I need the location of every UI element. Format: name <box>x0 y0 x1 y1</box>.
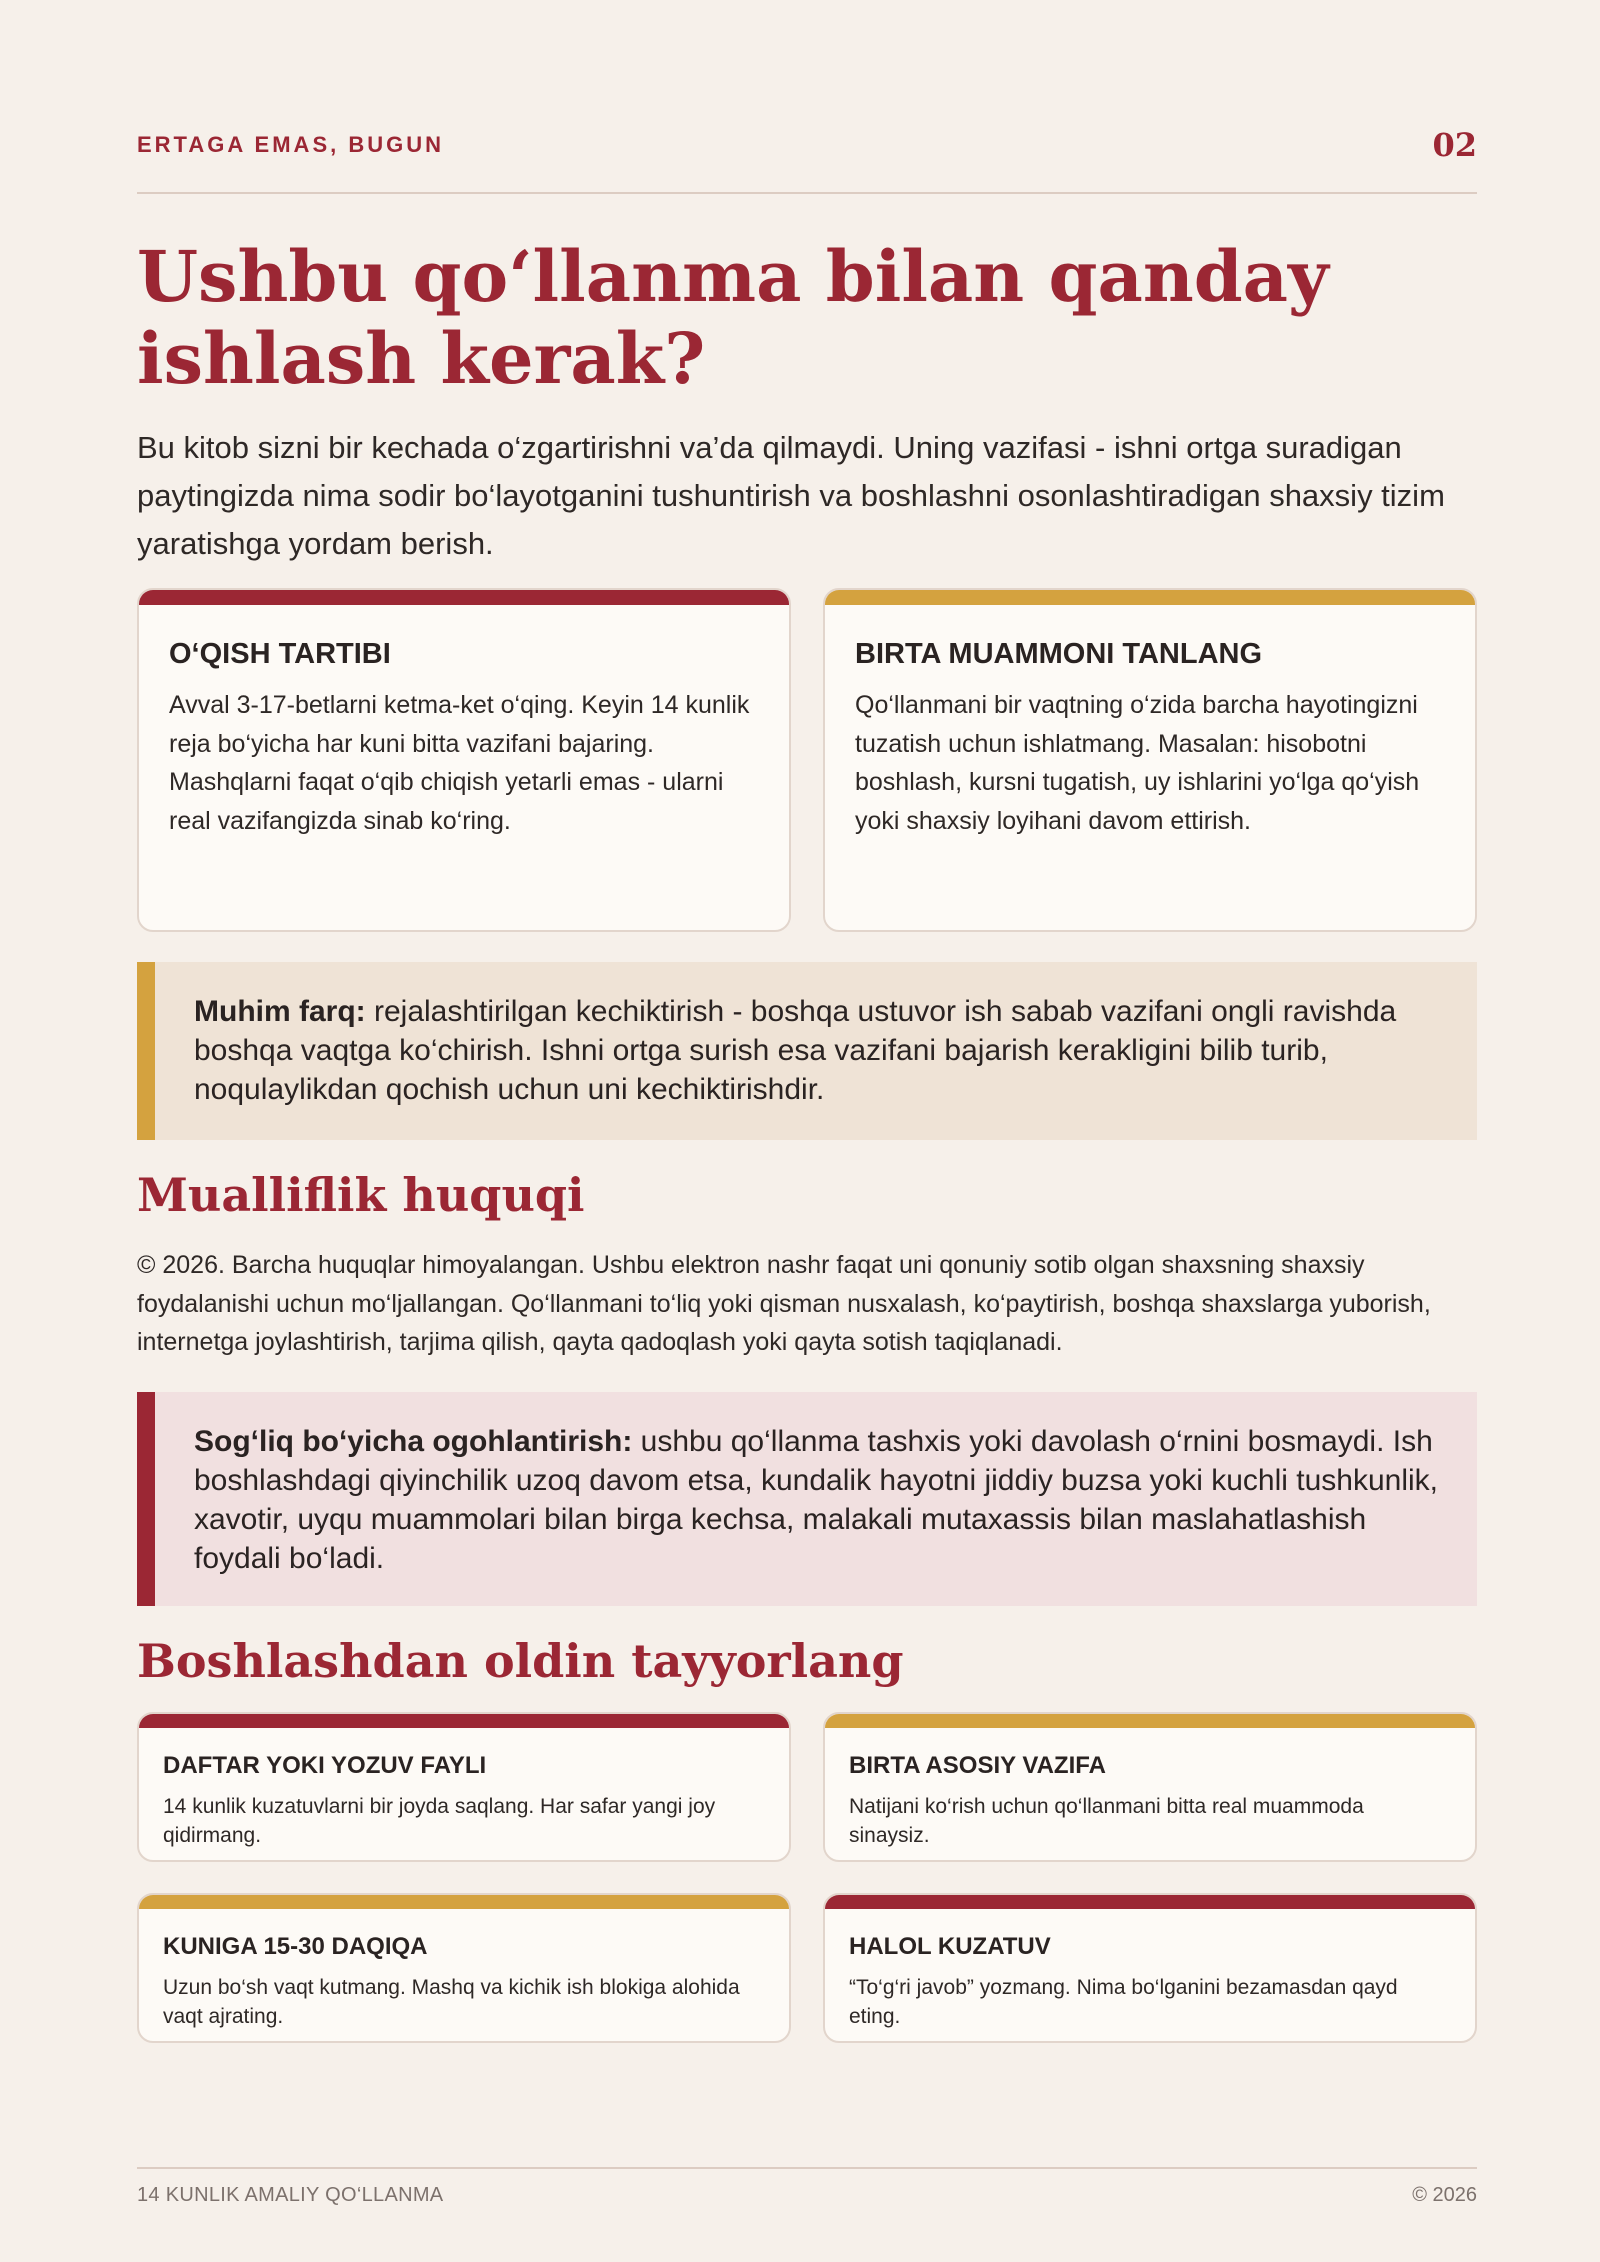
callout-body: ushbu qo‘llanma tashxis yoki davolash o‘rnini bosmaydi. Ish boshlashdagi qiyinchilik uzoq davom etsa, kundalik hayotni jiddiy buzsa yoki kuchli tushkunlik, xavotir, uyqu muammolari bilan birga kechsa, malakali mutaxassis bilan maslahatlashish foydali bo‘ladi. <box>194 1425 1439 1575</box>
card-accent-bar <box>139 1714 789 1728</box>
card-title: HALOL KUZATUV <box>849 1933 1051 1960</box>
document-page <box>137 0 1477 2262</box>
card-accent-bar <box>139 1895 789 1909</box>
prep-heading: Boshlashdan oldin tayyorlang <box>137 1634 904 1688</box>
card-body: Qo‘llanmani bir vaqtning o‘zida barcha hayotingizni tuzatish uchun ishlatmang. Masalan: hisobotni boshlash, kursni tugatish, uy ishlarini yo‘lga qo‘yish yoki shaxsiy loyihani davom ettirish. <box>855 691 1420 835</box>
callout-label: Sog‘liq bo‘yicha ogohlantirish: <box>194 1425 633 1458</box>
page-title: Ushbu qo‘llanma bilan qanday ishlash kerak? <box>137 235 1329 400</box>
card-accent-bar <box>139 590 789 605</box>
health-warning-callout <box>137 1392 1477 1606</box>
prep-card-daily-time <box>137 1893 791 2043</box>
card-body: “To‘g‘ri javob” yozmang. Nima bo‘lganini bezamasdan qayd eting. <box>849 1976 1398 2028</box>
prep-card-notebook <box>137 1712 791 1862</box>
important-note-callout <box>137 962 1477 1140</box>
copyright-text: © 2026. Barcha huquqlar himoyalangan. Ushbu elektron nashr faqat uni qonuniy sotib olgan shaxsning shaxsiy foydalanishi uchun mo‘ljallangan. Qo‘llanmani to‘liq yoki qisman nusxalash, ko‘paytirish, boshqa shaxslarga yuborish, internetga joylashtirish, tarjima qilish, qayta qadoqlash yoki qayta sotish taqiqlanadi. <box>137 1251 1431 1356</box>
card-body: 14 kunlik kuzatuvlarni bir joyda saqlang. Har safar yangi joy qidirmang. <box>163 1795 716 1847</box>
card-title: DAFTAR YOKI YOZUV FAYLI <box>163 1752 487 1779</box>
card-body: Uzun bo‘sh vaqt kutmang. Mashq va kichik ish blokiga alohida vaqt ajrating. <box>163 1976 740 2028</box>
info-card-reading-order <box>137 588 791 932</box>
callout-stripe <box>137 962 155 1140</box>
callout-text <box>194 1422 1444 1578</box>
footer-divider <box>137 2167 1477 2169</box>
card-title: BIRTA MUAMMONI TANLANG <box>855 638 1263 670</box>
card-body: Avval 3-17-betlarni ketma-ket o‘qing. Keyin 14 kunlik reja bo‘yicha har kuni bitta vazifani bajaring. Mashqlarni faqat o‘qib chiqish yetarli emas - ularni real vazifangizda sinab ko‘ring. <box>169 691 750 835</box>
callout-label: Muhim farq: <box>194 995 366 1028</box>
info-card-choose-problem <box>823 588 1477 932</box>
intro-paragraph: Bu kitob sizni bir kechada o‘zgartirishni va’da qilmaydi. Uning vazifasi - ishni ortga suradigan paytingizda nima sodir bo‘layotganini tushuntirish va boshlashni osonlashtiradigan shaxsiy tizim yaratishga yordam berish. <box>137 430 1445 561</box>
card-body: Natijani ko‘rish uchun qo‘llanmani bitta real muammoda sinaysiz. <box>849 1795 1364 1847</box>
page-header <box>137 128 1477 168</box>
header-divider <box>137 192 1477 194</box>
page-number: 02 <box>1432 126 1477 164</box>
card-accent-bar <box>825 1714 1475 1728</box>
footer-book-title: 14 KUNLIK AMALIY QO‘LLANMA <box>137 2184 444 2206</box>
copyright-heading: Mualliflik huquqi <box>137 1168 585 1222</box>
card-accent-bar <box>825 590 1475 605</box>
card-title: O‘QISH TARTIBI <box>169 638 391 670</box>
prep-card-main-task <box>823 1712 1477 1862</box>
card-accent-bar <box>825 1895 1475 1909</box>
card-title: BIRTA ASOSIY VAZIFA <box>849 1752 1106 1779</box>
callout-stripe <box>137 1392 155 1606</box>
callout-text <box>194 992 1444 1109</box>
footer-copyright: © 2026 <box>1412 2184 1477 2206</box>
card-title: KUNIGA 15-30 DAQIQA <box>163 1933 428 1960</box>
prep-card-honest-tracking <box>823 1893 1477 2043</box>
callout-body: rejalashtirilgan kechiktirish - boshqa ustuvor ish sabab vazifani ongli ravishda boshqa vaqtga ko‘chirish. Ishni ortga surish esa vazifani bajarish kerakligini bilib turib, noqulaylikdan qochish uchun uni kechiktirishdir. <box>194 995 1397 1106</box>
header-kicker: ERTAGA EMAS, BUGUN <box>137 132 444 157</box>
